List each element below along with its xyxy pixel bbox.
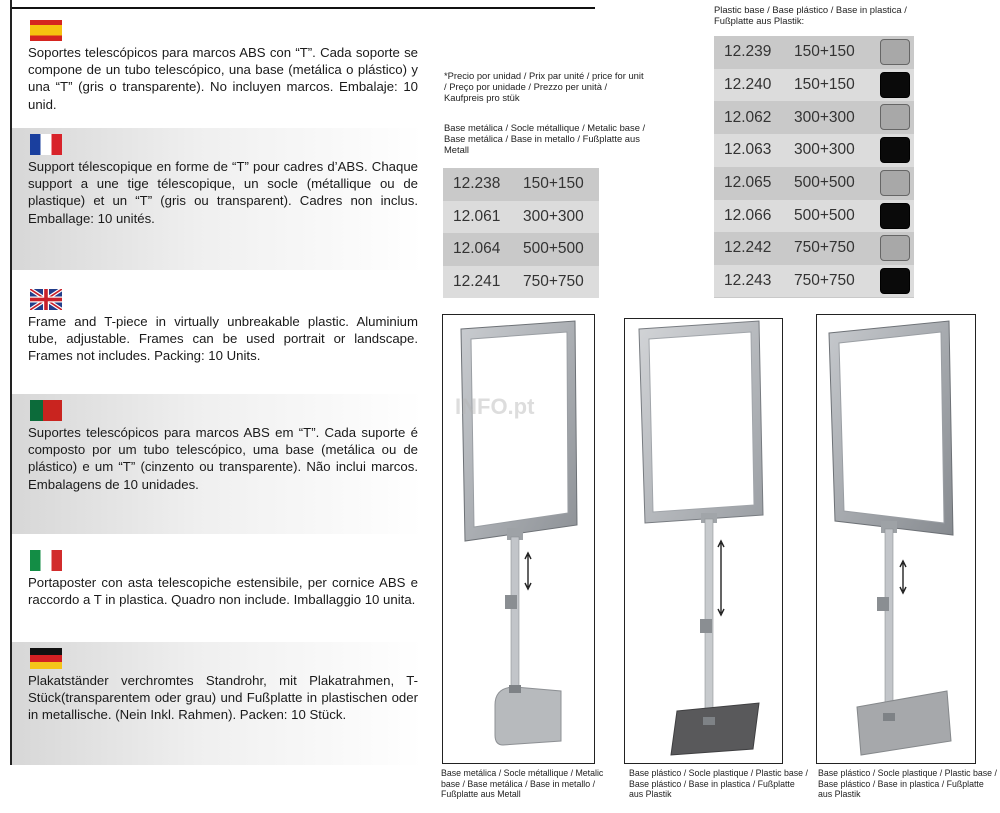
- product-caption-3: Base plástico / Socle plastique / Plastic base / Base plástico / Base in plastica / Fußplatte aus Plastik: [818, 768, 997, 800]
- product-code: 12.240: [724, 75, 772, 93]
- plastic-table-caption: Plastic base / Base plástico / Base in plastica / Fußplatte aus Plastik:: [714, 4, 907, 27]
- table-row: [443, 201, 599, 234]
- lang-text-de: Plakatständer verchromtes Standrohr, mit Plakatrahmen, T-Stück(transparentem oder grau) und Fußplatte in plastischen oder in metallische. (Nein Inkl. Rahmen). Packen: 10 Stück.: [28, 673, 418, 723]
- product-code: 12.062: [724, 108, 772, 126]
- product-code: 12.065: [724, 174, 772, 192]
- watermark: INFO.pt: [455, 394, 535, 419]
- product-image-grey-plastic-base: [816, 314, 976, 764]
- product-size: 750+750: [794, 272, 855, 290]
- product-caption-1: Base metálica / Socle métallique / Metalic base / Base metálica / Base in metallo / Fußplatte aus Metall: [441, 768, 604, 800]
- price-note: *Precio por unidad / Prix par unité / price for unit / Preço por unidade / Prezzo per unità / Kaufpreis pro stük: [444, 70, 644, 104]
- lang-block-fr: [12, 128, 422, 270]
- product-caption-2: Base plástico / Socle plastique / Plastic base / Base plástico / Base in plastica / Fußplatte aus Plastik: [629, 768, 808, 800]
- table-row: [443, 233, 599, 266]
- spain-flag-icon: [30, 20, 62, 41]
- product-size: 150+150: [523, 175, 584, 193]
- product-code: 12.239: [724, 43, 772, 61]
- table-row: [714, 167, 914, 200]
- product-code: 12.238: [453, 175, 501, 193]
- table-row: [714, 36, 914, 69]
- product-size: 750+750: [794, 239, 855, 257]
- lang-text-it: Portaposter con asta telescopiche estensibile, per cornice ABS e raccordo a T in plastica. Quadro non include. Imballaggio 10 unita.: [28, 575, 418, 608]
- product-image-dark-plastic-base: [624, 318, 783, 764]
- product-size: 150+150: [794, 75, 855, 93]
- black-swatch-icon: [880, 72, 910, 98]
- product-code: 12.063: [724, 141, 772, 159]
- lang-text-en: Frame and T-piece in virtually unbreakable plastic. Aluminium tube, adjustable. Frames can be used portrait or landscape. Frames not includes. Packing: 10 Units.: [28, 314, 418, 364]
- product-size: 500+500: [794, 206, 855, 224]
- italy-flag-icon: [30, 550, 62, 571]
- product-image-metal-base: [442, 314, 595, 764]
- product-code: 12.061: [453, 207, 501, 225]
- lang-block-es: [12, 14, 422, 128]
- black-swatch-icon: [880, 203, 910, 229]
- product-size: 300+300: [794, 141, 855, 159]
- table-row: [714, 69, 914, 102]
- table-row: [714, 265, 914, 298]
- product-code: 12.241: [453, 272, 501, 290]
- uk-flag-icon: [30, 289, 62, 310]
- product-code: 12.066: [724, 206, 772, 224]
- table-row: [714, 101, 914, 134]
- lang-block-pt: [12, 394, 422, 534]
- product-code: 12.064: [453, 240, 501, 258]
- black-swatch-icon: [880, 268, 910, 294]
- grey-swatch-icon: [880, 39, 910, 65]
- lang-text-es: Soportes telescópicos para marcos ABS con “T”. Cada soporte se compone de un tubo telescópico, una base (metálica o plástico) y una “T” (gris o transparente). No incluyen marcos. Embalaje: 10 unid.: [28, 45, 418, 112]
- black-swatch-icon: [880, 137, 910, 163]
- lang-text-pt: Suportes telescópicos para marcos ABS em “T”. Cada suporte é composto por um tubo telescópico, uma base (metálica ou de plástico) e um “T” (cinzento ou transparente). Não inclui marcos. Embalagens de 10 unidades.: [28, 425, 418, 492]
- germany-flag-icon: [30, 648, 62, 669]
- metal-table-caption: Base metálica / Socle métallique / Metalic base / Base metálica / Base in metallo / Fußplatte aus Metall: [444, 122, 646, 156]
- lang-block-en: [12, 283, 422, 393]
- product-size: 500+500: [523, 240, 584, 258]
- metal-price-table: [443, 168, 599, 298]
- language-column: [10, 0, 422, 765]
- product-code: 12.242: [724, 239, 772, 257]
- product-code: 12.243: [724, 272, 772, 290]
- grey-swatch-icon: [880, 235, 910, 261]
- grey-swatch-icon: [880, 170, 910, 196]
- product-size: 300+300: [523, 207, 584, 225]
- table-row: [714, 232, 914, 265]
- table-row: [714, 200, 914, 233]
- lang-text-fr: Support télescopique en forme de “T” pour cadres d’ABS. Chaque support a une tige télescopique, un socle (métallique ou de plastique) et un “T” (gris ou transparent). Cadres non inclus. Emballage: 10 unités.: [28, 159, 418, 226]
- grey-swatch-icon: [880, 104, 910, 130]
- plastic-price-table: [714, 36, 914, 298]
- lang-block-it: [12, 544, 422, 640]
- table-row: [714, 134, 914, 167]
- portugal-flag-icon: [30, 400, 62, 421]
- table-row: [443, 266, 599, 299]
- product-size: 150+150: [794, 43, 855, 61]
- lang-block-de: [12, 642, 422, 765]
- product-size: 500+500: [794, 174, 855, 192]
- product-size: 300+300: [794, 108, 855, 126]
- table-row: [443, 168, 599, 201]
- france-flag-icon: [30, 134, 62, 155]
- product-size: 750+750: [523, 272, 584, 290]
